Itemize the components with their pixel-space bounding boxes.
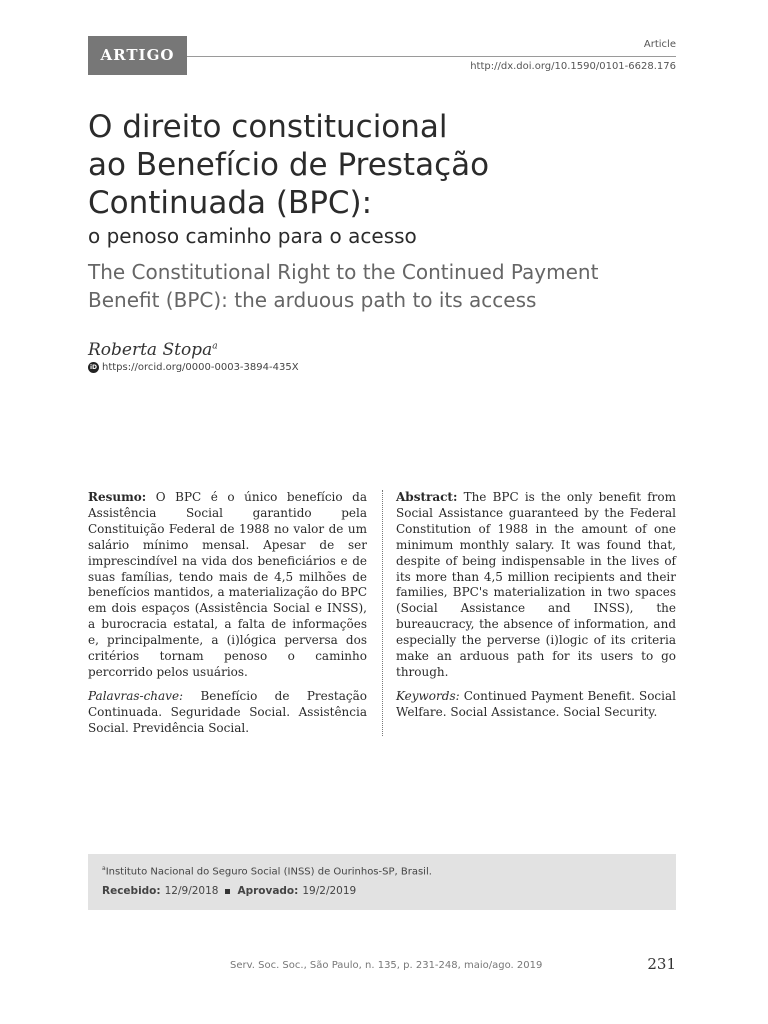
institution-text: Instituto Nacional do Seguro Social (INSS) de Ourinhos-SP, Brasil. (105, 866, 432, 878)
abstract-en-text: The BPC is the only benefit from Social Assistance guaranteed by the Federal Constitution of 1988 in the amount of one minimum monthly salary. It was found that, despite of being indispensable in the lives of its more than 4,5 million recipients and their families, BPC's materialization in two spaces (Social Assistance and INSS), the bureaucracy, the absence of information, and especially the perverse (i)logic of its criteria make an arduous path for its users to go through. (396, 490, 676, 679)
abstract-pt-paragraph (88, 490, 367, 681)
subtitle-portuguese: o penoso caminho para o acesso (88, 224, 417, 248)
title-pt-line: ao Benefício de Prestação (88, 147, 490, 183)
approved-label: Aprovado: (237, 885, 299, 897)
keywords-en-paragraph (396, 689, 676, 721)
abstract-portuguese (88, 490, 367, 745)
title-pt-line: O direito constitucional (88, 109, 448, 145)
author-name-text: Roberta Stopa (88, 340, 213, 360)
page-number: 231 (647, 955, 676, 973)
footnote-dates (102, 885, 356, 897)
orcid-url[interactable]: https://orcid.org/0000-0003-3894-435X (102, 362, 299, 373)
keywords-en-label: Keywords: (396, 688, 460, 703)
footnote-mark: a (102, 865, 106, 872)
title-portuguese (88, 108, 688, 222)
title-en-line: The Constitutional Right to the Continued Payment (88, 260, 599, 284)
separator-square-icon (225, 889, 230, 894)
keywords-en-text: Continued Payment Benefit. Social Welfare. Social Assistance. Social Security. (396, 688, 676, 719)
abstract-en-paragraph (396, 490, 676, 681)
title-english (88, 258, 688, 314)
footnote-box (88, 854, 676, 910)
keywords-pt-label: Palavras-chave: (88, 688, 184, 703)
abstract-en-label: Abstract: (396, 490, 458, 504)
author-name (88, 340, 218, 360)
article-type-tag: ARTIGO (88, 36, 187, 75)
journal-citation: Serv. Soc. Soc., São Paulo, n. 135, p. 231-248, maio/ago. 2019 (230, 960, 543, 971)
keywords-pt-text: Benefício de Prestação Continuada. Seguridade Social. Assistência Social. Previdência Social. (88, 688, 367, 735)
abstract-english (396, 490, 676, 729)
orcid-icon: iD (89, 364, 98, 371)
keywords-pt-paragraph (88, 689, 367, 737)
header-rule (187, 56, 676, 57)
title-en-line: Benefit (BPC): the arduous path to its access (88, 288, 537, 312)
received-label: Recebido: (102, 885, 161, 897)
abstract-pt-label: Resumo: (88, 490, 147, 504)
approved-date: 19/2/2019 (302, 885, 357, 897)
article-label: Article (643, 39, 676, 50)
received-date: 12/9/2018 (164, 885, 219, 897)
abstract-pt-text: O BPC é o único benefício da Assistência Social garantido pela Constituição Federal de 1988 no valor de um salário mínimo mensal. Apesar de ser imprescindível na vida dos beneficiários e de suas famílias, tendo mais de 4,5 milhões de benefícios mantidos, a materialização do BPC em dois espaços (Assistência Social e INSS), a burocracia estatal, a falta de informações e, principalmente, a (i)lógica perversa dos critérios tornam penoso o caminho percorrido pelos usuários. (88, 490, 367, 679)
affiliation-mark: a (212, 341, 218, 352)
orcid-link[interactable] (88, 362, 299, 373)
footnote-institution (102, 865, 432, 877)
doi-link[interactable]: http://dx.doi.org/10.1590/0101-6628.176 (470, 61, 676, 72)
title-pt-line: Continuada (BPC): (88, 185, 373, 221)
column-divider (382, 490, 383, 736)
